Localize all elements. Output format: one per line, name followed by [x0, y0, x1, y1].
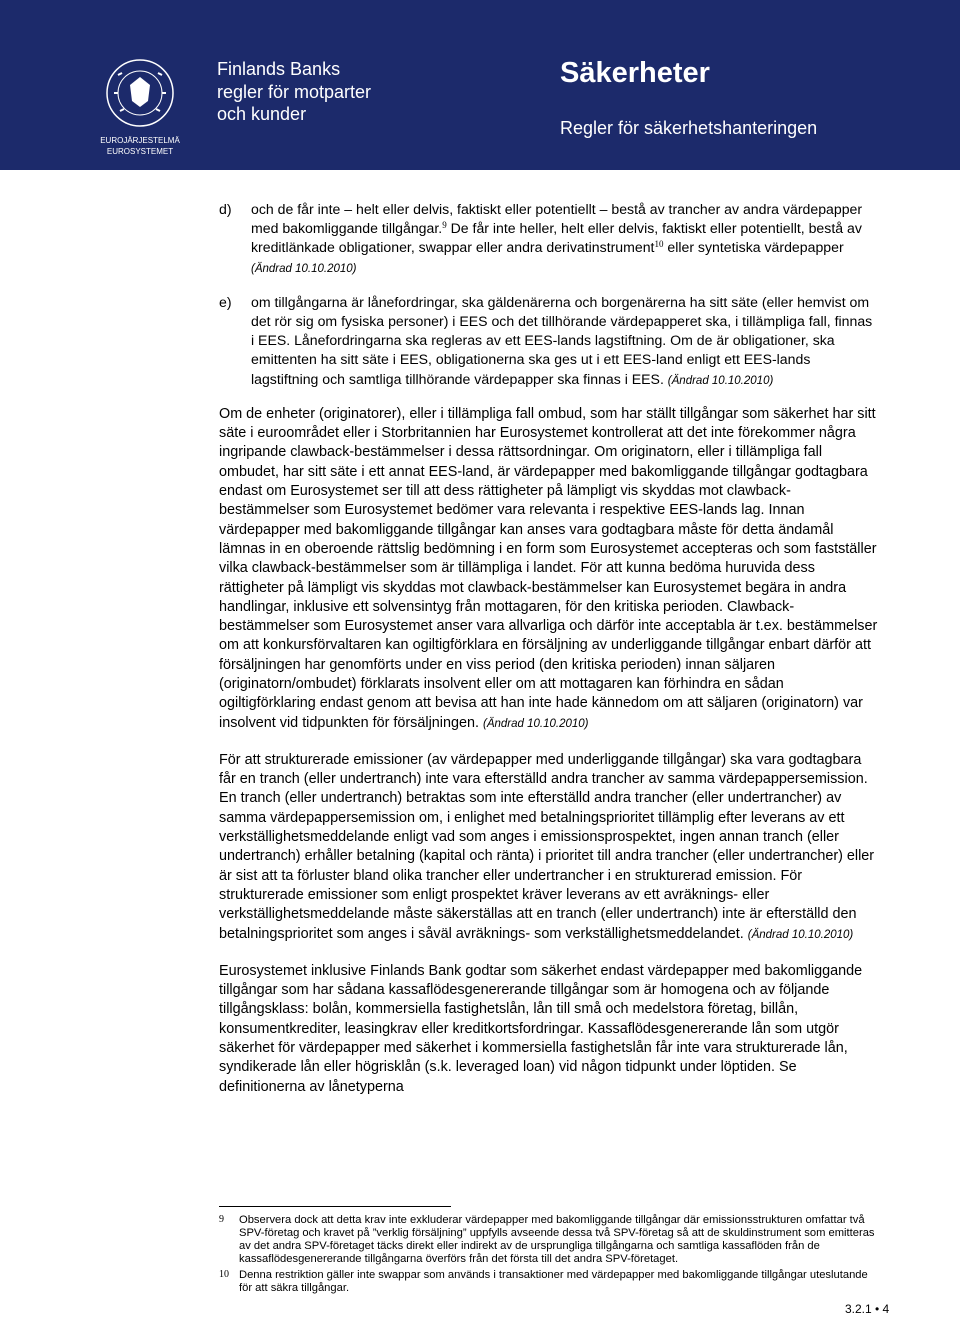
footnote-number: 9: [219, 1214, 224, 1225]
item-text: om tillgångarna är lånefordringar, ska gäldenärerna och borgenärerna ha sitt säte (eller hemvist om det rör sig om fysiska personer) i EES och det tillhörande värdepapperet ska, i tillämpliga fall, finnas i EES. Lånefordringarna ska regleras av ett EES-lands lagstiftning. Om de är obligationer, ska emittenten ha sitt säte i EES, obligationerna ska ges ut i ett EES-land enligt ett EES-lands lagstiftning och samtliga tillhörande värdepapper ska finnas i EES.: [251, 293, 873, 387]
amendment-note: (Ändrad 10.10.2010): [667, 374, 774, 387]
footnote-text: Observera dock att detta krav inte exkluderar värdepapper med bakomliggande tillgångar där emissionsstrukturen omfattar två SPV-företag och kravet på ”verklig försäljning” uppfylls avseende dessa två SPV-företag så att de skuldinstrument som emitteras av det andra SPV-företaget täcks direkt eller indirekt av de ursprungliga tillgångarna och samtliga kassaflöden från de kassaflödesgenererande tillgångarna överförs från det första till det andra SPV-företaget.: [239, 1214, 875, 1265]
footnote-ref[interactable]: 10: [654, 239, 664, 250]
item-text: och de får inte – helt eller delvis, faktiskt eller potentiellt – bestå av trancher av andra värdepapper med bakomliggande tillgångar.: [251, 201, 863, 237]
footnotes: [219, 1214, 879, 1298]
page-header: [0, 0, 960, 170]
paragraph: [219, 405, 879, 734]
amendment-note: (Ändrad 10.10.2010): [251, 262, 357, 275]
amendment-note: (Ändrad 10.10.2010): [747, 928, 854, 941]
paragraph-text: Om de enheter (originatorer), eller i tillämpliga fall ombud, som har ställt tillgångar som säkerhet har sitt säte i euroområdet eller i Storbritannien har Eurosystemet kontrollerat att det inte förekommer några ingripande clawback-bestämmelser i dessa rättsordningar. Om originatorn, eller i tillämpliga fall ombudet, har sitt säte i ett annat EES-land, är värdepapper med bakomliggande tillgångar godtagbara endast om Eurosystemet ser till att dess rättigheter på lämpligt vis skyddas mot clawback-bestämmelser som Eurosystemet bedömer vara relevanta i respektive EES-lands lag. Innan värdepapper med bakomliggande tillgångar kan anses vara godtagbara måste för detta ändamål lämnas in en oberoende rättslig bedömning i en form som Eurosystemet accepteras och som fastställer vilka clawback-bestämmelser som är tillämpliga i landet. För att kunna bedöma huruvida dess rättigheter på lämpligt vis skyddas mot clawback-bestämmelser kan Eurosystemet begära in andra handlingar, inklusive ett solvensintyg från mottagaren, för den kritiska perioden. Clawback-bestämmelser som Eurosystemet anser vara allvarliga och därför inte acceptabla är t.ex. bestämmelser om att konkursförvaltaren kan ogiltigförklara en försäljning av underliggande tillgångar enbart därför att försäljningen har genomförts under en viss period (den kritiska perioden) innan säljaren (originatorn/ombudet) förklarats insolvent eller om att mottagaren kan förhindra en sådan ogiltigförklaring endast genom att bevisa att han inte hade kännedom om att säljaren (originatorn) var insolvent vid tidpunkten för försäljningen.: [219, 405, 878, 731]
footnote: [219, 1214, 879, 1266]
bank-logo-icon: [100, 55, 180, 165]
item-text: De får inte heller, helt eller delvis, faktiskt eller potentiellt, bestå av kreditlänkade obligationer, swappar eller andra derivatinstrument: [251, 220, 862, 256]
org-name-block: [217, 58, 371, 126]
org-line-3: och kunder: [217, 104, 307, 124]
paragraph-text: För att strukturerade emissioner (av värdepapper med underliggande tillgångar) ska vara godtagbara får en tranch (eller undertranch) inte vara efterställd andra trancher av samma värdepappersemission. En tranch (eller undertranch) betraktas som inte efterställd andra trancher (eller undertrancher) av samma värdepappersemission om, i enlighet med betalningsprioritet tillämplig efter leverans av ett verkställighetsmeddelande enligt vad som anges i emissionsprospektet, ingen annan tranch (eller undertranch) erhåller betalning (kapital och ränta) i prioritet till andra trancher (eller undertrancher) eller är sist att ta förluster bland olika trancher eller undertrancher i en strukturerad emission. För strukturerade emissioner som enligt prospektet kräver leverans av ett avräknings- eller verkställighetsmeddelande måste säkerställas att en tranch (eller undertranch) inte är efterställd den betalningsprioritet som anges i såväl avräknings- som verkställighetsmeddelandet.: [219, 751, 875, 942]
document-body: [219, 200, 879, 1114]
org-line-1: Finlands Banks: [217, 59, 341, 79]
list-marker: d): [219, 201, 232, 217]
item-text: eller syntetiska värdepapper: [663, 239, 844, 256]
org-line-2: regler för motparter: [217, 81, 372, 102]
page-number: 3.2.1 • 4: [845, 1302, 890, 1316]
footnote: [219, 1269, 879, 1295]
footnote-text: Denna restriktion gäller inte swappar som används i transaktioner med värdepapper med bakomliggande tillgångar uteslutande för att säkra tillgångar.: [239, 1269, 868, 1294]
list-item-d: [219, 200, 879, 279]
paragraph: [219, 751, 879, 945]
footnote-ref[interactable]: 9: [442, 220, 447, 231]
logo-text-2: EUROSYSTEMET: [106, 147, 174, 156]
footnote-divider: [219, 1206, 451, 1207]
page-title: Säkerheter: [560, 57, 710, 89]
amendment-note: (Ändrad 10.10.2010): [483, 717, 589, 730]
paragraph-text: Eurosystemet inklusive Finlands Bank godtar som säkerhet endast värdepapper med bakomliggande tillgångar som har sådana kassaflödesgenererande tillgångar som är homogena och av följande tillgångsklass: bolån, kommersiella fastighetslån, lån till små och medelstora företag, billån, konsumentkrediter, leasingkrav eller kreditkortsfordringar. Kassaflödesgenererande lån som utgör säkerhet för värdepapper med säkerhet i kommersiella fastighetslån får inte vara strukturerade lån, syndikerade lån eller högrisklån (s.k. leveraged loan) vid någon tidpunkt under löptiden. Se definitionerna av lånetyperna: [219, 962, 863, 1095]
footnote-number: 10: [219, 1269, 229, 1280]
list-item-e: [219, 293, 879, 391]
list-marker: e): [219, 293, 232, 310]
page-subtitle: Regler för säkerhetshanteringen: [560, 118, 818, 138]
logo-text-1: EUROJÄRJESTELMÄ: [100, 136, 180, 145]
paragraph: [219, 962, 879, 1097]
